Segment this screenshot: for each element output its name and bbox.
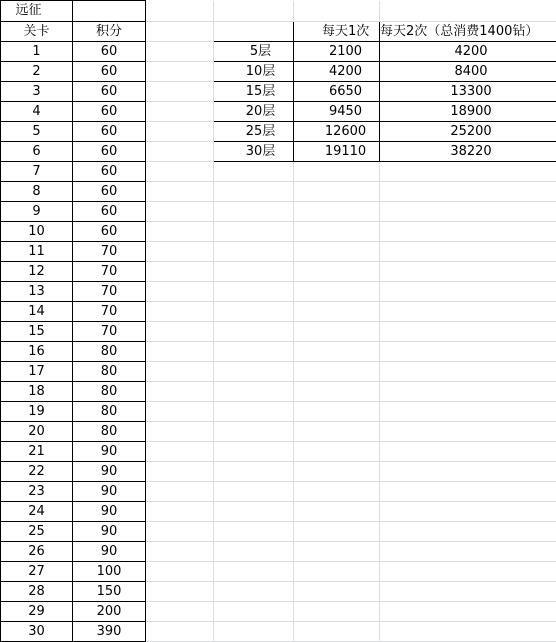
empty-cell[interactable] (214, 302, 294, 322)
points-cell[interactable]: 70 (73, 302, 146, 322)
twice-daily-value-cell[interactable]: 13300 (380, 82, 556, 102)
empty-cell[interactable] (380, 402, 556, 422)
sheet-row (1, 282, 556, 302)
stage-cell[interactable]: 10 (1, 222, 73, 242)
sheet-row (1, 622, 556, 642)
empty-cell[interactable] (294, 322, 380, 342)
level-cell[interactable]: 25层 (214, 122, 294, 142)
empty-cell[interactable] (380, 362, 556, 382)
points-cell[interactable]: 60 (73, 42, 146, 62)
sheet-row (1, 562, 556, 582)
level-cell[interactable]: 30层 (214, 142, 294, 162)
empty-cell[interactable] (380, 582, 556, 602)
sheet-row (1, 482, 556, 502)
sheet-row (1, 442, 556, 462)
empty-cell[interactable] (294, 1, 380, 22)
points-cell[interactable]: 70 (73, 262, 146, 282)
empty-cell[interactable] (380, 602, 556, 622)
sheet-row (1, 42, 556, 62)
empty-cell[interactable] (214, 422, 294, 442)
empty-cell[interactable] (380, 162, 556, 182)
empty-cell[interactable] (146, 142, 214, 162)
stage-cell[interactable]: 23 (1, 482, 73, 502)
stage-cell[interactable]: 18 (1, 382, 73, 402)
empty-cell[interactable] (146, 1, 214, 22)
empty-cell[interactable] (146, 162, 214, 182)
empty-cell[interactable] (294, 262, 380, 282)
empty-cell[interactable] (146, 282, 214, 302)
empty-cell[interactable] (146, 622, 214, 642)
points-cell[interactable]: 90 (73, 522, 146, 542)
empty-cell[interactable] (214, 622, 294, 642)
sheet-row (1, 502, 556, 522)
empty-cell[interactable] (380, 382, 556, 402)
empty-cell[interactable] (380, 562, 556, 582)
empty-cell[interactable] (294, 422, 380, 442)
sheet-row (1, 542, 556, 562)
empty-cell[interactable] (214, 322, 294, 342)
empty-cell[interactable] (214, 502, 294, 522)
points-cell[interactable]: 90 (73, 482, 146, 502)
sheet-row (1, 262, 556, 282)
empty-cell[interactable] (214, 162, 294, 182)
sheet-row (1, 342, 556, 362)
points-cell[interactable]: 90 (73, 442, 146, 462)
sheet-row (1, 202, 556, 222)
points-cell[interactable]: 70 (73, 282, 146, 302)
points-cell[interactable]: 60 (73, 162, 146, 182)
empty-cell[interactable] (380, 202, 556, 222)
empty-cell[interactable] (294, 242, 380, 262)
empty-cell[interactable] (214, 542, 294, 562)
empty-cell[interactable] (214, 582, 294, 602)
empty-cell[interactable] (146, 362, 214, 382)
empty-cell[interactable] (294, 502, 380, 522)
stage-cell[interactable]: 7 (1, 162, 73, 182)
expedition-title-cell[interactable]: 远征 (1, 1, 73, 22)
empty-cell[interactable] (146, 242, 214, 262)
points-cell[interactable]: 80 (73, 422, 146, 442)
empty-cell[interactable] (380, 622, 556, 642)
stage-cell[interactable]: 6 (1, 142, 73, 162)
empty-cell[interactable] (214, 242, 294, 262)
empty-cell[interactable] (214, 262, 294, 282)
empty-cell[interactable] (214, 602, 294, 622)
stage-cell[interactable]: 4 (1, 102, 73, 122)
stage-cell[interactable]: 21 (1, 442, 73, 462)
empty-cell[interactable] (214, 362, 294, 382)
points-cell[interactable]: 60 (73, 122, 146, 142)
points-header-cell[interactable]: 积分 (73, 22, 146, 42)
stage-cell[interactable]: 19 (1, 402, 73, 422)
points-cell[interactable]: 150 (73, 582, 146, 602)
sheet-row (1, 1, 556, 22)
stage-cell[interactable]: 30 (1, 622, 73, 642)
empty-cell[interactable] (380, 242, 556, 262)
empty-cell[interactable] (294, 482, 380, 502)
empty-cell[interactable] (380, 342, 556, 362)
sheet-row (1, 402, 556, 422)
empty-cell[interactable] (146, 322, 214, 342)
empty-cell[interactable] (146, 102, 214, 122)
empty-cell[interactable] (294, 362, 380, 382)
stage-cell[interactable]: 9 (1, 202, 73, 222)
empty-cell[interactable] (146, 402, 214, 422)
once-daily-header-cell[interactable]: 每天1次 (294, 22, 380, 42)
empty-cell[interactable] (294, 302, 380, 322)
empty-cell[interactable] (214, 402, 294, 422)
empty-cell[interactable] (294, 382, 380, 402)
sheet-row (1, 362, 556, 382)
empty-cell[interactable] (214, 182, 294, 202)
sheet-row (1, 142, 556, 162)
stage-header-cell[interactable]: 关卡 (1, 22, 73, 42)
points-cell[interactable]: 80 (73, 362, 146, 382)
sheet-row (1, 242, 556, 262)
empty-cell[interactable] (294, 462, 380, 482)
sheet-row (1, 162, 556, 182)
empty-cell[interactable] (146, 62, 214, 82)
sheet-row (1, 302, 556, 322)
empty-cell[interactable] (214, 222, 294, 242)
level-cell[interactable]: 5层 (214, 42, 294, 62)
stage-cell[interactable]: 17 (1, 362, 73, 382)
empty-cell[interactable] (214, 522, 294, 542)
empty-cell[interactable] (146, 422, 214, 442)
points-cell[interactable]: 60 (73, 142, 146, 162)
sheet-row (1, 122, 556, 142)
twice-daily-value-cell[interactable]: 25200 (380, 122, 556, 142)
stage-cell[interactable]: 8 (1, 182, 73, 202)
points-cell[interactable]: 60 (73, 182, 146, 202)
empty-cell[interactable] (214, 282, 294, 302)
points-cell[interactable]: 80 (73, 402, 146, 422)
points-cell[interactable]: 90 (73, 542, 146, 562)
empty-cell[interactable] (214, 462, 294, 482)
stage-cell[interactable]: 25 (1, 522, 73, 542)
empty-cell[interactable] (380, 262, 556, 282)
empty-cell[interactable] (214, 562, 294, 582)
empty-cell[interactable] (294, 342, 380, 362)
empty-cell[interactable] (294, 622, 380, 642)
points-cell[interactable]: 70 (73, 322, 146, 342)
empty-cell[interactable] (146, 122, 214, 142)
empty-cell[interactable] (214, 202, 294, 222)
empty-cell[interactable] (214, 482, 294, 502)
sheet-row (1, 82, 556, 102)
empty-cell[interactable] (380, 502, 556, 522)
stage-cell[interactable]: 15 (1, 322, 73, 342)
empty-cell[interactable] (146, 42, 214, 62)
empty-cell[interactable] (294, 222, 380, 242)
empty-cell[interactable] (294, 542, 380, 562)
once-daily-value-cell[interactable]: 4200 (294, 62, 380, 82)
empty-cell[interactable] (214, 342, 294, 362)
points-cell[interactable]: 80 (73, 342, 146, 362)
empty-cell[interactable] (146, 602, 214, 622)
empty-cell[interactable] (146, 502, 214, 522)
stage-cell[interactable]: 22 (1, 462, 73, 482)
stage-cell[interactable]: 14 (1, 302, 73, 322)
empty-cell[interactable] (380, 222, 556, 242)
empty-cell[interactable] (380, 322, 556, 342)
points-cell[interactable]: 80 (73, 382, 146, 402)
twice-daily-header-cell[interactable]: 每天2次（总消费1400钻） (380, 22, 556, 42)
sheet-row (1, 582, 556, 602)
once-daily-value-cell[interactable]: 12600 (294, 122, 380, 142)
empty-cell[interactable] (380, 422, 556, 442)
points-cell[interactable]: 60 (73, 62, 146, 82)
empty-cell[interactable] (380, 482, 556, 502)
empty-cell[interactable] (294, 162, 380, 182)
empty-cell[interactable] (214, 1, 294, 22)
empty-header-cell[interactable] (73, 1, 146, 22)
empty-cell[interactable] (146, 22, 214, 42)
stage-cell[interactable]: 24 (1, 502, 73, 522)
points-cell[interactable]: 100 (73, 562, 146, 582)
points-cell[interactable]: 70 (73, 242, 146, 262)
sheet-row (1, 102, 556, 122)
empty-cell[interactable] (380, 462, 556, 482)
once-daily-value-cell[interactable]: 9450 (294, 102, 380, 122)
empty-cell[interactable] (380, 522, 556, 542)
points-cell[interactable]: 200 (73, 602, 146, 622)
stage-cell[interactable]: 3 (1, 82, 73, 102)
empty-cell[interactable] (214, 442, 294, 462)
sheet-row (1, 602, 556, 622)
stage-cell[interactable]: 5 (1, 122, 73, 142)
empty-cell[interactable] (146, 482, 214, 502)
empty-cell[interactable] (146, 522, 214, 542)
stage-cell[interactable]: 20 (1, 422, 73, 442)
level-cell[interactable]: 20层 (214, 102, 294, 122)
stage-cell[interactable]: 26 (1, 542, 73, 562)
twice-daily-value-cell[interactable]: 8400 (380, 62, 556, 82)
stage-cell[interactable]: 1 (1, 42, 73, 62)
empty-cell[interactable] (146, 562, 214, 582)
points-cell[interactable]: 60 (73, 82, 146, 102)
level-cell[interactable]: 10层 (214, 62, 294, 82)
level-cell[interactable]: 15层 (214, 82, 294, 102)
empty-cell[interactable] (214, 382, 294, 402)
empty-cell[interactable] (146, 222, 214, 242)
sheet-row (1, 462, 556, 482)
empty-cell[interactable] (294, 442, 380, 462)
empty-cell[interactable] (380, 282, 556, 302)
empty-cell[interactable] (146, 262, 214, 282)
empty-cell[interactable] (146, 182, 214, 202)
empty-cell[interactable] (146, 302, 214, 322)
empty-cell[interactable] (146, 542, 214, 562)
points-cell[interactable]: 390 (73, 622, 146, 642)
once-daily-value-cell[interactable]: 19110 (294, 142, 380, 162)
empty-cell[interactable] (380, 182, 556, 202)
stage-cell[interactable]: 2 (1, 62, 73, 82)
twice-daily-value-cell[interactable]: 38220 (380, 142, 556, 162)
stage-cell[interactable]: 16 (1, 342, 73, 362)
empty-cell[interactable] (146, 82, 214, 102)
empty-cell[interactable] (294, 202, 380, 222)
twice-daily-value-cell[interactable]: 4200 (380, 42, 556, 62)
empty-cell[interactable] (294, 182, 380, 202)
once-daily-value-cell[interactable]: 2100 (294, 42, 380, 62)
empty-cell[interactable] (294, 522, 380, 542)
stage-cell[interactable]: 27 (1, 562, 73, 582)
empty-cell[interactable] (380, 542, 556, 562)
empty-cell[interactable] (294, 402, 380, 422)
stage-cell[interactable]: 28 (1, 582, 73, 602)
empty-cell[interactable] (294, 562, 380, 582)
sheet-row (1, 22, 556, 42)
empty-cell[interactable] (380, 302, 556, 322)
stage-cell[interactable]: 13 (1, 282, 73, 302)
empty-cell[interactable] (380, 1, 556, 22)
sheet-row (1, 422, 556, 442)
stage-cell[interactable]: 11 (1, 242, 73, 262)
points-cell[interactable]: 60 (73, 102, 146, 122)
empty-cell[interactable] (146, 442, 214, 462)
empty-cell[interactable] (146, 382, 214, 402)
stage-cell[interactable]: 12 (1, 262, 73, 282)
empty-cell[interactable] (294, 582, 380, 602)
empty-cell[interactable] (294, 602, 380, 622)
empty-cell[interactable] (146, 582, 214, 602)
points-cell[interactable]: 60 (73, 222, 146, 242)
empty-cell[interactable] (146, 202, 214, 222)
level-header-cell[interactable] (214, 22, 294, 42)
empty-cell[interactable] (146, 342, 214, 362)
points-cell[interactable]: 90 (73, 502, 146, 522)
empty-cell[interactable] (294, 282, 380, 302)
points-cell[interactable]: 90 (73, 462, 146, 482)
empty-cell[interactable] (380, 442, 556, 462)
twice-daily-value-cell[interactable]: 18900 (380, 102, 556, 122)
sheet-row (1, 182, 556, 202)
empty-cell[interactable] (146, 462, 214, 482)
once-daily-value-cell[interactable]: 6650 (294, 82, 380, 102)
sheet-row (1, 522, 556, 542)
stage-cell[interactable]: 29 (1, 602, 73, 622)
sheet-row (1, 382, 556, 402)
sheet-row (1, 222, 556, 242)
sheet-row (1, 62, 556, 82)
sheet-row (1, 322, 556, 342)
points-cell[interactable]: 60 (73, 202, 146, 222)
